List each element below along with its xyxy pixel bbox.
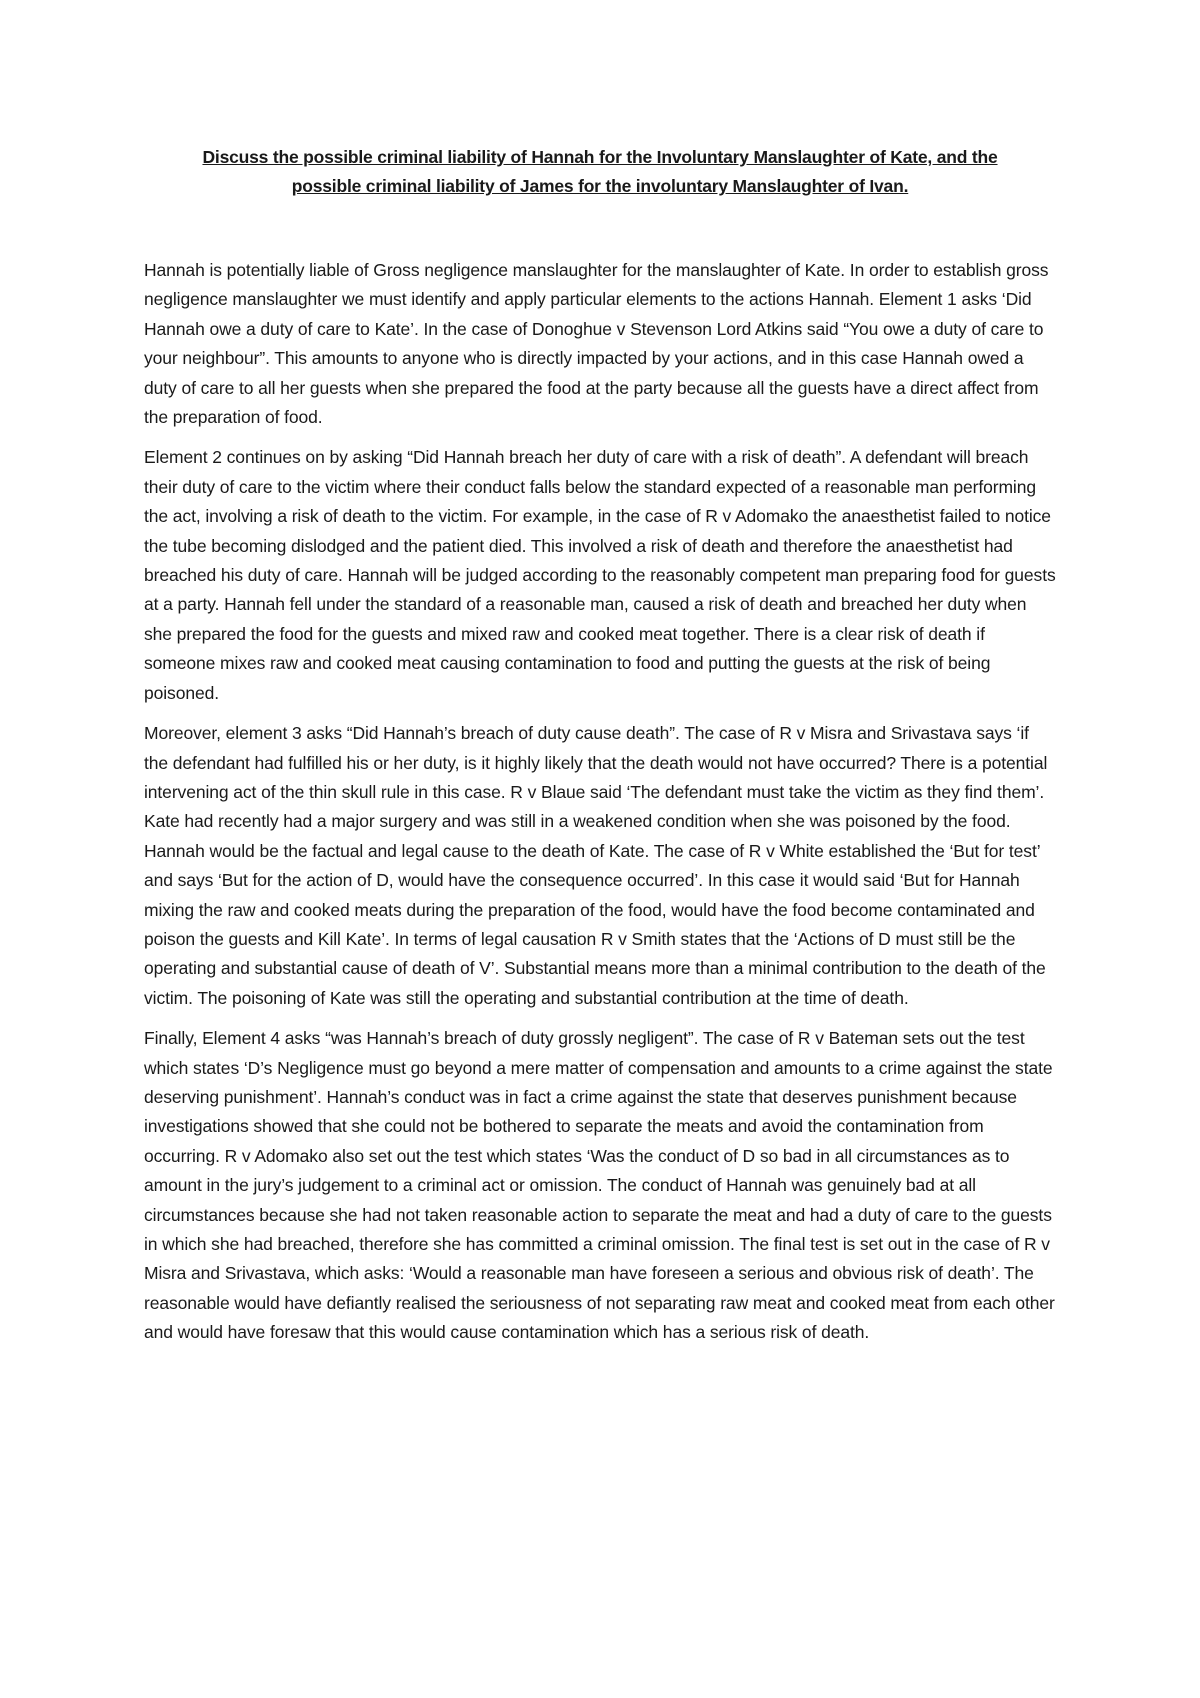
paragraph-element-3: Moreover, element 3 asks “Did Hannah’s breach of duty cause death”. The case of R v Misra and Srivastava says ‘if the defendant had fulfilled his or her duty, is it highly likely that the death would not have occurred? There is a potential intervening act of the thin skull rule in this case. R v Blaue said ‘The defendant must take the victim as they find them’. Kate had recently had a major surgery and was still in a weakened condition when she was poisoned by the food. Hannah would be the factual and legal cause to the death of Kate. The case of R v White established the ‘But for test’ and says ‘But for the action of D, would have the consequence occurred’. In this case it would said ‘But for Hannah mixing the raw and cooked meats during the preparation of the food, would have the food become contaminated and poison the guests and Kill Kate’. In terms of legal causation R v Smith states that the ‘Actions of D must still be the operating and substantial cause of death of V’. Substantial means more than a minimal contribution to the death of the victim. The poisoning of Kate was still the operating and substantial contribution at the time of death. [144,723,1048,1008]
paragraph-element-2: Element 2 continues on by asking “Did Hannah breach her duty of care with a risk of death”. A defendant will breach their duty of care to the victim where their conduct falls below the standard expected of a reasonable man performing the act, involving a risk of death to the victim. For example, in the case of R v Adomako the anaesthetist failed to notice the tube becoming dislodged and the patient died. This involved a risk of death and therefore the anaesthetist had breached his duty of care. Hannah will be judged according to the reasonably competent man preparing food for guests at a party. Hannah fell under the standard of a reasonable man, caused a risk of death and breached her duty when she prepared the food for the guests and mixed raw and cooked meat together. There is a clear risk of death if someone mixes raw and cooked meat causing contamination to food and putting the guests at the risk of being poisoned. [144,447,1056,703]
paragraph-element-4: Finally, Element 4 asks “was Hannah’s breach of duty grossly negligent”. The case of R v Bateman sets out the test which states ‘D’s Negligence must go beyond a mere matter of compensation and amounts to a crime against the state deserving punishment’. Hannah’s conduct was in fact a crime against the state that deserves punishment because investigations showed that she could not be bothered to separate the meats and avoid the contamination from occurring. R v Adomako also set out the test which states ‘Was the conduct of D so bad in all circumstances as to amount in the jury’s judgement to a criminal act or omission. The conduct of Hannah was genuinely bad at all circumstances because she had not taken reasonable action to separate the meat and had a duty of care to the guests in which she had breached, therefore she has committed a criminal omission. The final test is set out in the case of R v Misra and Srivastava, which asks: ‘Would a reasonable man have foreseen a serious and obvious risk of death’. The reasonable would have defiantly realised the seriousness of not separating raw meat and cooked meat from each other and would have foresaw that this would cause contamination which has a serious risk of death. [144,1028,1055,1343]
title-line-1: Discuss the possible criminal liability of Hannah for the Involuntary Manslaughter of Kate, and the [202,147,998,167]
document-body [144,143,1056,1348]
title-line-2: possible criminal liability of James for the involuntary Manslaughter of Ivan. [291,176,909,196]
paragraph-element-1: Hannah is potentially liable of Gross negligence manslaughter for the manslaughter of Kate. In order to establish gross negligence manslaughter we must identify and apply particular elements to the actions Hannah. Element 1 asks ‘Did Hannah owe a duty of care to Kate’. In the case of Donoghue v Stevenson Lord Atkins said “You owe a duty of care to your neighbour”. This amounts to anyone who is directly impacted by your actions, and in this case Hannah owed a duty of care to all her guests when she prepared the food at the party because all the guests have a direct affect from the preparation of food. [144,260,1049,428]
document-title [144,143,1056,201]
